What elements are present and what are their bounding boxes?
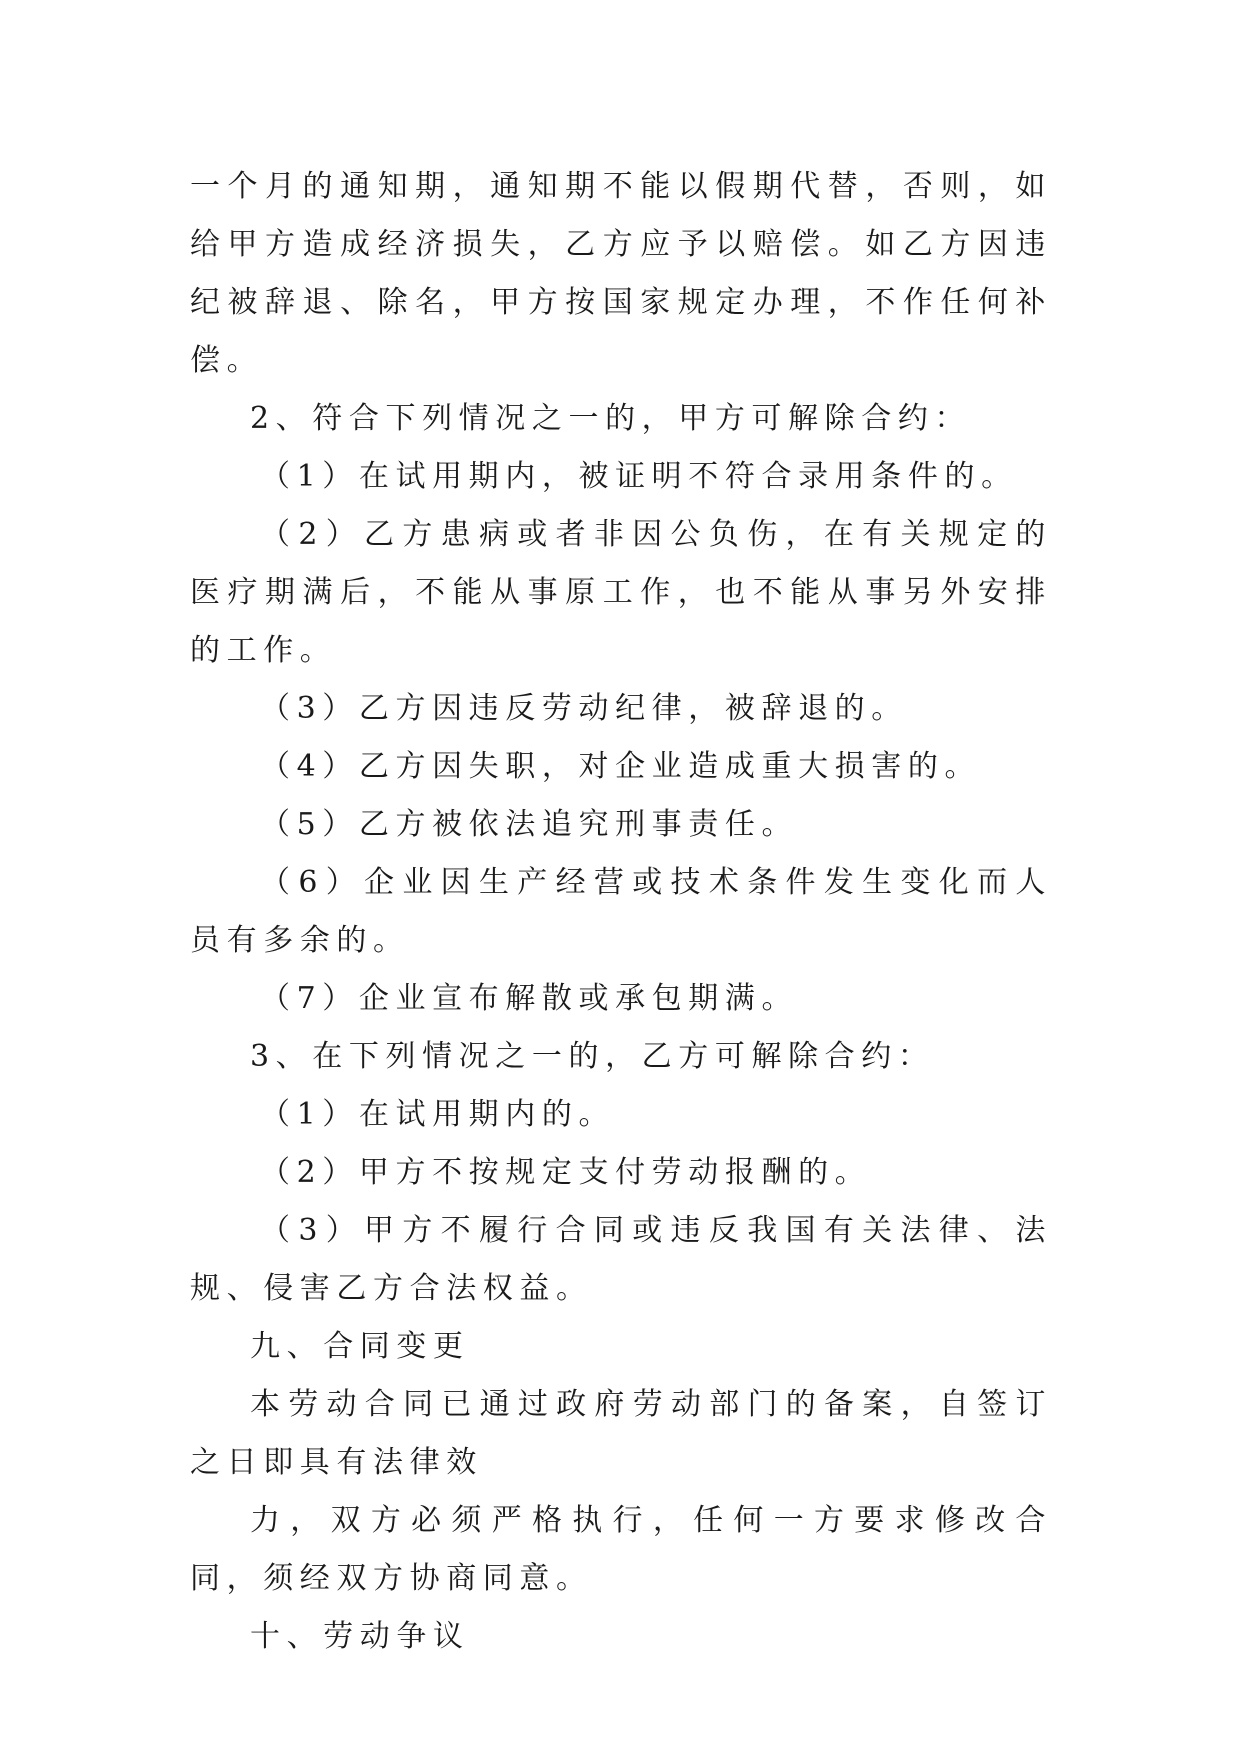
section-9-heading: 九、合同变更 bbox=[250, 1329, 470, 1364]
clause-2-item-5: （5）乙方被依法追究刑事责任。 bbox=[260, 807, 799, 842]
document-body bbox=[190, 158, 1052, 1666]
clause-2-item-7: （7）企业宣布解散或承包期满。 bbox=[260, 981, 799, 1016]
section-9-paragraph-2: 力，双方必须严格执行，任何一方要求修改合同，须经双方协商同意。 bbox=[190, 1503, 1052, 1596]
clause-2-item-3: （3）乙方因违反劳动纪律，被辞退的。 bbox=[260, 691, 908, 726]
clause-2-item-4: （4）乙方因失职，对企业造成重大损害的。 bbox=[260, 749, 982, 784]
clause-3-item-2: （2）甲方不按规定支付劳动报酬的。 bbox=[260, 1155, 872, 1190]
clause-2-item-6: （6）企业因生产经营或技术条件发生变化而人员有多余的。 bbox=[190, 865, 1052, 958]
clause-3-heading: 3、在下列情况之一的，乙方可解除合约： bbox=[250, 1039, 935, 1074]
clause-2-item-1: （1）在试用期内，被证明不符合录用条件的。 bbox=[260, 459, 1018, 494]
section-9-paragraph-1: 本劳动合同已通过政府劳动部门的备案，自签订之日即具有法律效 bbox=[190, 1387, 1052, 1480]
section-10-heading: 十、劳动争议 bbox=[250, 1619, 470, 1654]
clause-3-item-3: （3）甲方不履行合同或违反我国有关法律、法规、侵害乙方合法权益。 bbox=[190, 1213, 1052, 1306]
paragraph-notice-period: 一个月的通知期，通知期不能以假期代替，否则，如给甲方造成经济损失，乙方应予以赔偿。如乙方因违纪被辞退、除名，甲方按国家规定办理，不作任何补偿。 bbox=[190, 169, 1052, 378]
clause-3-item-1: （1）在试用期内的。 bbox=[260, 1097, 616, 1132]
clause-2-heading: 2、符合下列情况之一的，甲方可解除合约： bbox=[250, 401, 972, 436]
clause-2-item-2: （2）乙方患病或者非因公负伤，在有关规定的医疗期满后，不能从事原工作，也不能从事另外安排的工作。 bbox=[190, 517, 1052, 668]
